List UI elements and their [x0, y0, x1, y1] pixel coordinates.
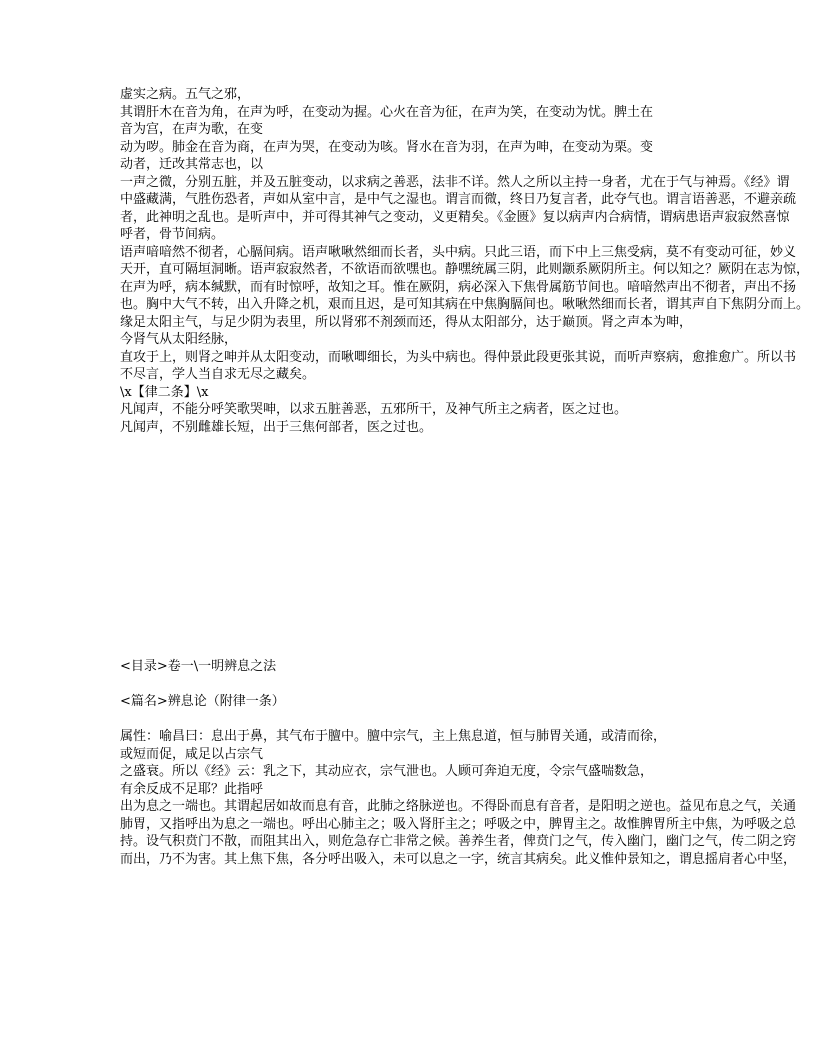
- text-line: 一声之微，分别五脏，并及五脏变动，以求病之善恶，法非不详。然人之所以主持一身者，尤在于气与神焉。《经》谓: [120, 174, 790, 190]
- text-line: 有余反成不足耶？此指呼: [120, 781, 264, 797]
- text-line: 也。胸中大气不转，出入升降之机，艰而且迟，是可知其病在中焦胸膈间也。啾啾然细而长者，谓其声自下焦阴分而上。: [120, 297, 810, 312]
- text-line: 凡闻声，不别雌雄长短，出于三焦何部者，医之过也。: [120, 419, 433, 435]
- text-line: 动者，迁改其常志也，以: [120, 157, 264, 172]
- text-line: 而出，乃不为害。其上焦下焦，各分呼出吸入，未可以息之一字，统言其病矣。此义惟仲景知之，谓息摇肩者心中坚，: [120, 851, 797, 867]
- text-line: 属性：喻昌曰：息出于鼻，其气布于膻中。膻中宗气，主上焦息道，恒与肺胃关通，或清而徐，: [120, 729, 667, 744]
- text-line: 虚实之病。五气之邪，: [120, 87, 251, 102]
- text-line: 呼者，骨节间病。: [120, 227, 225, 242]
- text-line: 今肾气从太阳经脉，: [120, 332, 238, 347]
- text-line: 出为息之一端也。其谓起居如故而息有音，此肺之络脉逆也。不得卧而息有音者，是阳明之逆也。益见布息之气，关通: [120, 799, 797, 814]
- text-line: 不尽言，学人当自求无尽之藏矣。: [120, 367, 316, 382]
- text-line: 天开，直可隔垣洞晰。语声寂寂然者，不欲语而欲嘿也。静嘿统属三阴，此则颛系厥阴所主。何以知之？厥阴在志为惊，: [120, 262, 810, 277]
- section-wensheng-text: [120, 86, 812, 436]
- text-line: 直攻于上，则肾之呻并从太阳变动，而啾唧细长，为头中病也。得仲景此段更张其说，而听声察病，愈推愈广。所以书: [120, 349, 797, 365]
- text-line: 者，此神明之乱也。是听声中，并可得其神气之变动，义更精矣。《金匮》复以病声内合病情，谓病患语声寂寂然喜惊: [120, 209, 790, 225]
- text-line: 音为宫，在声为歌，在变: [120, 122, 264, 137]
- text-line: 或短而促，咸足以占宗气: [120, 746, 264, 762]
- text-line: 中盛藏满，气胜伤恐者，声如从室中言，是中气之湿也。谓言而微，终日乃复言者，此夺气也。谓言语善恶，不避亲疏: [120, 192, 797, 207]
- section-gap: [120, 436, 812, 658]
- text-line: 肺胃，又指呼出为息之一端也。呼出心肺主之；吸入肾肝主之；呼吸之中，脾胃主之。故惟脾胃所主中焦，为呼吸之总: [120, 816, 797, 832]
- text-line: 其谓肝木在音为角，在声为呼，在变动为握。心火在音为征，在声为笑，在变动为忧。脾土在: [120, 104, 654, 120]
- text-line: 动为哕。肺金在音为商，在声为哭，在变动为咳。肾水在音为羽，在声为呻，在变动为栗。变: [120, 139, 654, 155]
- text-line: 语声喑喑然不彻者，心膈间病。语声啾啾然细而长者，头中病。只此三语，而下中上三焦受病，莫不有变动可征，妙义: [120, 244, 797, 260]
- blank-line: [120, 711, 812, 729]
- text-line: 持。设气积贲门不散，而阻其出入，则危急存亡非常之候。善养生者，俾贲门之气，传入幽门，幽门之气，传二阴之窍: [120, 834, 797, 849]
- section-bianxi-text: [120, 728, 812, 868]
- toc-line: <目录>卷一\一明辨息之法: [120, 659, 277, 674]
- text-line: 之盛衰。所以《经》云：乳之下，其动应衣，宗气泄也。人顾可奔迫无度，令宗气盛喘数急，: [120, 764, 654, 779]
- text-line: 凡闻声，不能分呼笑歌哭呻，以求五脏善恶，五邪所干，及神气所主之病者，医之过也。: [120, 402, 628, 417]
- text-line: \x【律二条】\x: [120, 384, 209, 400]
- text-line: 在声为呼，病本缄默，而有时惊呼，故知之耳。惟在厥阴，病必深入下焦骨属筋节间也。喑喑然声出不彻者，声出不扬: [120, 279, 797, 295]
- chapter-title-line: <篇名>辨息论（附律一条）: [120, 694, 285, 709]
- text-line: 缘足太阳主气，与足少阴为表里，所以肾邪不剂颈而还，得从太阳部分，达于巅顶。肾之声本为呻，: [120, 314, 693, 330]
- blank-line: [120, 676, 812, 694]
